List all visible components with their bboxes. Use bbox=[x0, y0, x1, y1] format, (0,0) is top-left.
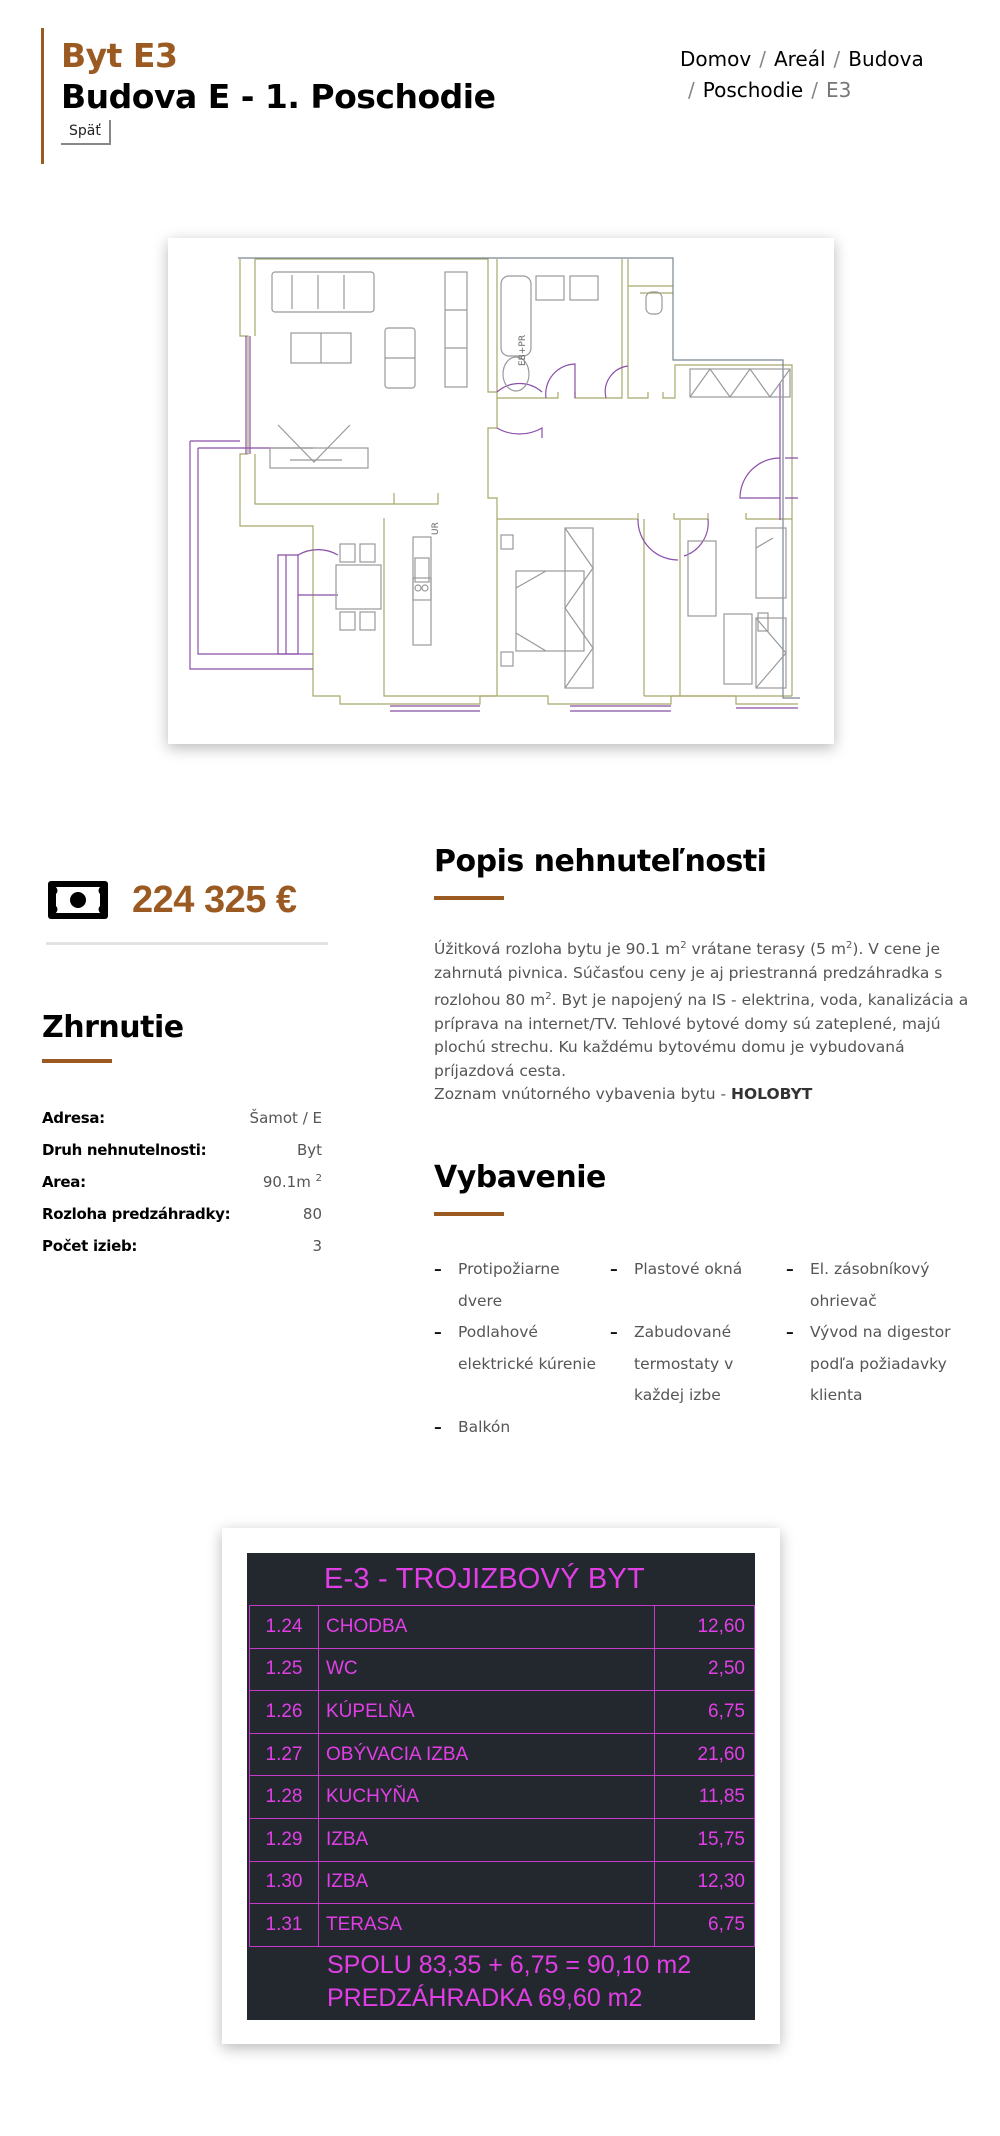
equipment-item: – Podlahové elektrické kúrenie bbox=[434, 1317, 610, 1412]
summary-value: 3 bbox=[312, 1237, 322, 1255]
table-row: 1.26 KÚPELŇA 6,75 bbox=[249, 1691, 755, 1734]
price-section bbox=[46, 870, 328, 930]
breadcrumb-separator: / bbox=[759, 47, 766, 71]
label-ur: UR bbox=[431, 522, 441, 535]
summary-row-rooms bbox=[42, 1230, 322, 1262]
summary-key: Druh nehnutelnosti: bbox=[42, 1141, 207, 1159]
building-floor-title: Budova E - 1. Poschodie bbox=[61, 77, 496, 116]
summary-key: Adresa: bbox=[42, 1109, 105, 1127]
equipment-item: – Plastové okná bbox=[610, 1254, 786, 1317]
summary-row-address bbox=[42, 1102, 322, 1134]
equipment-item: – El. zásobníkový ohrievač bbox=[786, 1254, 974, 1317]
summary-value: 90.1m $^2$ bbox=[262, 1173, 322, 1191]
summary-value: Byt bbox=[296, 1141, 322, 1159]
breadcrumb bbox=[680, 44, 980, 106]
room-table-title: E-3 - TROJIZBOVÝ BYT bbox=[324, 1563, 645, 1595]
table-row: 1.28 KUCHYŇA 11,85 bbox=[249, 1776, 755, 1819]
table-row: 1.31 TERASA 6,75 bbox=[249, 1904, 755, 1947]
summary-heading: Zhrnutie bbox=[42, 1010, 184, 1045]
dash-icon: – bbox=[786, 1323, 794, 1341]
breadcrumb-separator: / bbox=[688, 78, 695, 102]
garden-area: PREDZÁHRADKA 69,60 m2 bbox=[327, 1984, 643, 2012]
price-divider bbox=[46, 942, 328, 945]
summary-table bbox=[42, 1102, 322, 1262]
summary-value: Šamot / E bbox=[249, 1109, 322, 1127]
breadcrumb-current: E3 bbox=[825, 78, 852, 102]
total-area: SPOLU 83,35 + 6,75 = 90,10 m2 bbox=[327, 1951, 692, 1979]
back-button[interactable]: Späť bbox=[61, 120, 111, 145]
summary-row-garden bbox=[42, 1198, 322, 1230]
description-text: Úžitková rozloha bytu je 90.1 $m^2$ vrátane terasy (5 $m^2$). V cene je zahrnutá pivnica. Súčasťou ceny je aj priestranná predzáhradka s rozlohou 80 $m^2$. Byt je napojený na IS - elektrina, voda, kanalizácia a príprava na internet/TV. Tehlové bytové domy sú zateplené, majú plochú strechu. Ku každému bytovému domu je vybudovaná príjazdová cesta. Zoznam vnútorného vybavenia bytu - HOLOBYT bbox=[434, 940, 969, 1104]
table-row: 1.30 IZBA 12,30 bbox=[249, 1862, 755, 1905]
equipment-list bbox=[434, 1254, 974, 1443]
summary-row-type bbox=[42, 1134, 322, 1166]
page-header bbox=[41, 28, 501, 164]
dash-icon: – bbox=[610, 1260, 618, 1278]
dash-icon: – bbox=[434, 1323, 442, 1341]
breadcrumb-area[interactable]: Areál bbox=[773, 47, 826, 71]
money-bill-icon bbox=[46, 879, 110, 921]
description-heading: Popis nehnuteľnosti bbox=[434, 844, 767, 879]
description-accent-bar bbox=[434, 896, 504, 900]
room-area-table-image[interactable] bbox=[222, 1528, 780, 2044]
room-table-totals bbox=[327, 1949, 691, 2015]
equipment-item: – Vývod na digestor podľa požiadavky klienta bbox=[786, 1317, 974, 1412]
floor-plan-drawing bbox=[168, 238, 834, 744]
label-eb-pr: EB+PR bbox=[518, 334, 528, 366]
summary-accent-bar bbox=[42, 1059, 112, 1063]
breadcrumb-building[interactable]: Budova bbox=[848, 47, 924, 71]
dash-icon: – bbox=[610, 1323, 618, 1341]
equipment-accent-bar bbox=[434, 1212, 504, 1216]
dash-icon: – bbox=[434, 1417, 442, 1436]
summary-key: Rozloha predzáhradky: bbox=[42, 1205, 231, 1223]
summary-row-area bbox=[42, 1166, 322, 1198]
table-row: 1.25 WC 2,50 bbox=[249, 1649, 755, 1692]
apartment-title: Byt E3 bbox=[61, 36, 178, 75]
equipment-heading: Vybavenie bbox=[434, 1160, 606, 1195]
table-row: 1.27 OBÝVACIA IZBA 21,60 bbox=[249, 1734, 755, 1777]
equipment-item: – Protipožiarne dvere bbox=[434, 1254, 610, 1317]
breadcrumb-separator: / bbox=[811, 78, 818, 102]
price-value: 224 325 € bbox=[132, 878, 297, 921]
dash-icon: – bbox=[434, 1260, 442, 1278]
furnishing-level: HOLOBYT bbox=[730, 1085, 813, 1104]
breadcrumb-home[interactable]: Domov bbox=[680, 47, 752, 71]
table-row: 1.24 CHODBA 12,60 bbox=[249, 1606, 755, 1649]
summary-key: Area: bbox=[42, 1173, 86, 1191]
room-table-rows bbox=[249, 1605, 755, 1947]
equipment-item: – Balkón bbox=[434, 1412, 610, 1444]
breadcrumb-floor[interactable]: Poschodie bbox=[702, 78, 804, 102]
equipment-item: – Zabudované termostaty v každej izbe bbox=[610, 1317, 786, 1412]
table-row: 1.29 IZBA 15,75 bbox=[249, 1819, 755, 1862]
breadcrumb-separator: / bbox=[833, 47, 841, 71]
floor-plan-image[interactable] bbox=[168, 238, 834, 744]
summary-value: 80 bbox=[302, 1205, 322, 1223]
room-area-table bbox=[247, 1553, 755, 2020]
summary-key: Počet izieb: bbox=[42, 1237, 138, 1255]
dash-icon: – bbox=[786, 1260, 794, 1278]
